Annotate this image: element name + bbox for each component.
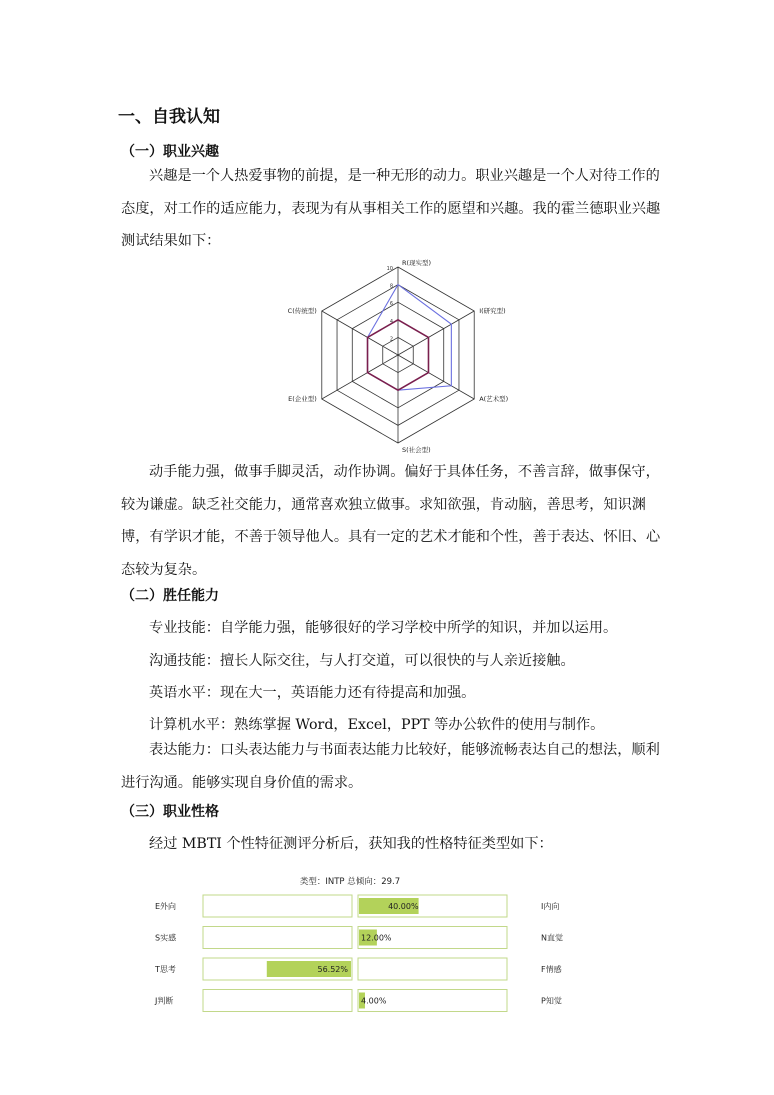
- mbti-right-label: F情感: [541, 965, 562, 974]
- section-title-competence: （二）胜任能力: [121, 588, 219, 604]
- mbti-right-label: N直觉: [541, 933, 563, 943]
- radar-axis-label: E(企业型): [288, 395, 317, 403]
- radar-scale-tick: 8: [389, 283, 393, 290]
- mbti-bar-label: 40.00%: [388, 902, 419, 911]
- mbti-left-label: J判断: [155, 996, 174, 1006]
- mbti-row: [155, 895, 559, 917]
- skill-line-english: 英语水平：现在大一，英语能力还有待提高和加强。: [149, 685, 476, 701]
- interest-intro-paragraph: 兴趣是一个人热爱事物的前提，是一种无形的动力。职业兴趣是一个人对待工作的态度，对工作的适应能力，表现为有从事相关工作的愿望和兴趣。我的霍兰德职业兴趣测试结果如下：: [121, 168, 661, 249]
- mbti-bar-label: 4.00%: [361, 996, 387, 1006]
- mbti-row: [155, 927, 563, 949]
- mbti-right-label: I内向: [541, 902, 560, 911]
- radar-axis-line: [398, 355, 474, 399]
- radar-axis-label: R(现实型): [402, 259, 432, 267]
- interest-analysis-paragraph: 动手能力强，做事手脚灵活，动作协调。偏好于具体任务，不善言辞，做事保守，较为谦虚。缺乏社交能力，通常喜欢独立做事。求知欲强，肯动脑，善思考，知识渊博，有学识才能，不善于领导他人。具有一定的艺术才能和个性，善于表达、怀旧、心态较为复杂。: [121, 464, 661, 578]
- mbti-bar-chart: [140, 868, 600, 1028]
- mbti-left-box: [203, 990, 352, 1012]
- mbti-right-box: [358, 958, 507, 980]
- radar-scale-tick: 10: [386, 266, 393, 272]
- mbti-left-box: [203, 927, 352, 949]
- mbti-left-label: S实感: [155, 933, 177, 943]
- section-title-interest: （一）职业兴趣: [121, 144, 219, 160]
- mbti-bar-label: 56.52%: [317, 965, 348, 974]
- mbti-bar-label: 12.00%: [361, 933, 392, 943]
- radar-scale-tick: 2: [389, 336, 393, 343]
- mbti-right-label: P知觉: [541, 996, 562, 1006]
- skill-expression-paragraph: 表达能力：口头表达能力与书面表达能力比较好，能够流畅表达自己的想法，顺利进行沟通。能够实现自身价值的需求。: [121, 742, 660, 791]
- radar-axis-label: C(传统型): [287, 307, 317, 315]
- radar-series-个人得分: [368, 285, 452, 391]
- radar-scale-tick: 4: [389, 318, 393, 325]
- mbti-row: [154, 958, 562, 980]
- skill-line-communication: 沟通技能：擅长人际交往，与人打交道，可以很快的与人亲近接触。: [149, 653, 575, 669]
- skill-line-computer: 计算机水平：熟练掌握 Word，Excel，PPT 等办公软件的使用与制作。: [149, 717, 605, 733]
- mbti-left-box: [203, 895, 352, 917]
- heading-self-awareness: 一、自我认知: [118, 107, 220, 127]
- radar-axis-label: I(研究型): [479, 307, 506, 315]
- radar-axis-line: [398, 311, 474, 355]
- holland-radar-chart: [230, 258, 566, 458]
- mbti-rows: [154, 895, 563, 1012]
- radar-axis-line: [322, 355, 398, 399]
- personality-intro-line: 经过 MBTI 个性特征测评分析后，获知我的性格特征类型如下：: [149, 836, 553, 852]
- radar-scale-tick: 6: [389, 301, 393, 308]
- mbti-chart-title: 类型：INTP 总倾向：29.7: [299, 877, 401, 887]
- skill-line-professional: 专业技能：自学能力强，能够很好的学习学校中所学的知识，并加以运用。: [149, 620, 618, 636]
- section-title-personality: （三）职业性格: [121, 804, 219, 820]
- mbti-left-label: E外向: [155, 902, 177, 911]
- radar-axis-label: S(社会型): [402, 446, 431, 454]
- radar-series: [368, 285, 452, 391]
- mbti-left-label: T思考: [155, 965, 176, 974]
- mbti-row: [154, 990, 562, 1012]
- radar-axis-line: [322, 311, 398, 355]
- radar-axis-label: A(艺术型): [479, 395, 509, 403]
